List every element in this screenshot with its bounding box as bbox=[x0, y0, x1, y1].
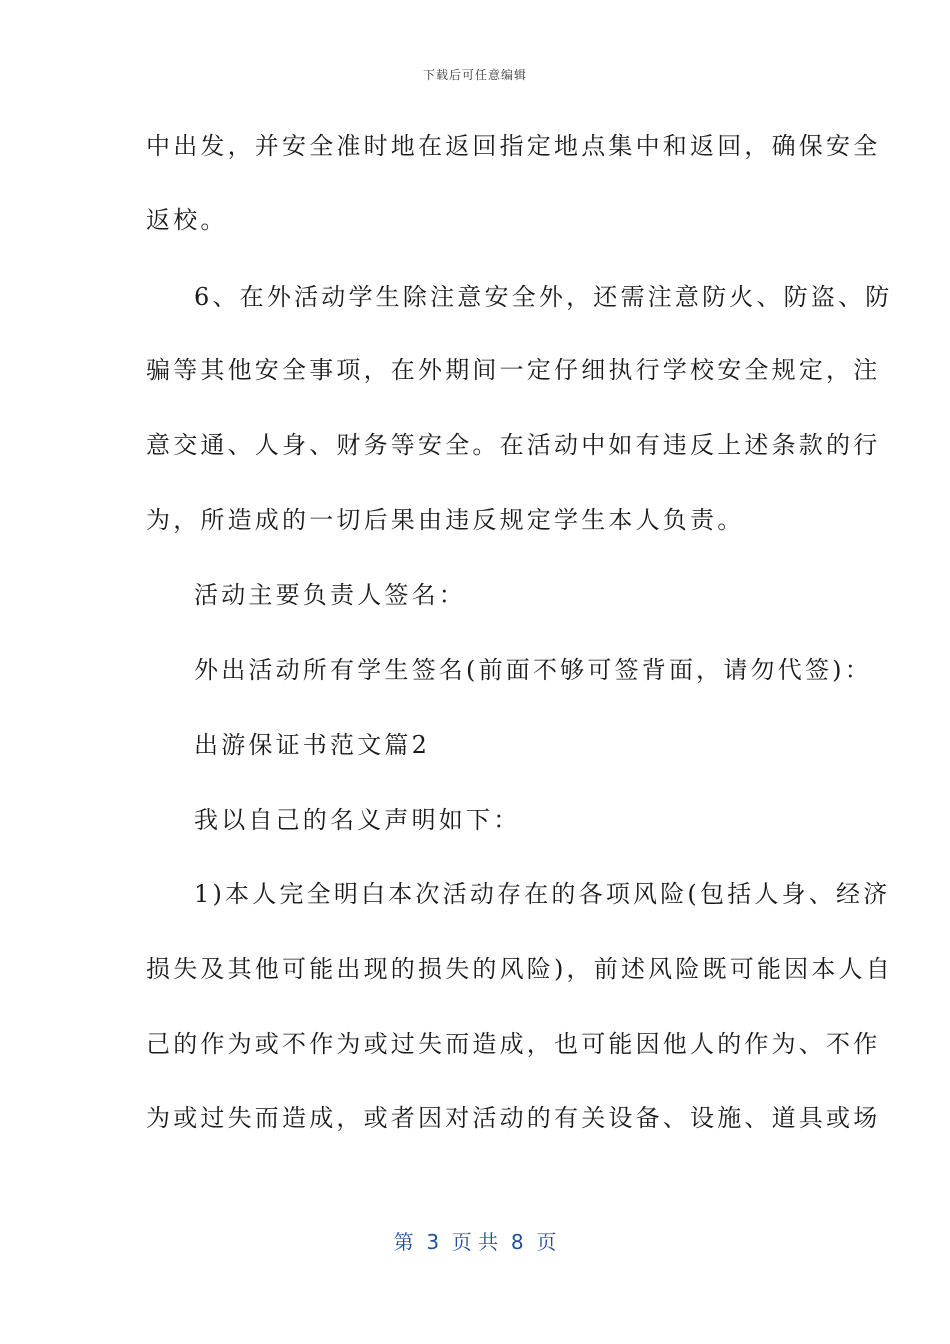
paragraph-line: 6、在外活动学生除注意安全外，还需注意防火、防盗、防 bbox=[194, 283, 893, 311]
page-number-footer: 第 3 页 共 8 页 bbox=[393, 1230, 557, 1254]
paragraph-line: 返校。 bbox=[146, 206, 228, 234]
section-heading: 出游保证书范文篇2 bbox=[194, 731, 431, 759]
signature-line-leader: 活动主要负责人签名： bbox=[194, 581, 466, 609]
paragraph-line: 骗等其他安全事项，在外期间一定仔细执行学校安全规定，注 bbox=[146, 356, 881, 384]
signature-line-students: 外出活动所有学生签名(前面不够可签背面，请勿代签)： bbox=[194, 656, 872, 684]
paragraph-line: 损失及其他可能出现的损失的风险)，前述风险既可能因本人自 bbox=[146, 955, 893, 983]
paragraph-line: 己的作为或不作为或过失而造成，也可能因他人的作为、不作 bbox=[146, 1030, 881, 1058]
paragraph-line: 为，所造成的一切后果由违反规定学生本人负责。 bbox=[146, 506, 745, 534]
paragraph-line: 意交通、人身、财务等安全。在活动中如有违反上述条款的行 bbox=[146, 431, 881, 459]
page-header-note: 下载后可任意编辑 bbox=[422, 68, 527, 82]
paragraph-line: 为或过失而造成，或者因对活动的有关设备、设施、道具或场 bbox=[146, 1104, 881, 1132]
paragraph-line: 1)本人完全明白本次活动存在的各项风险(包括人身、经济 bbox=[194, 880, 891, 908]
paragraph-line: 我以自己的名义声明如下： bbox=[194, 806, 521, 834]
paragraph-line: 中出发，并安全准时地在返回指定地点集中和返回，确保安全 bbox=[146, 132, 881, 160]
